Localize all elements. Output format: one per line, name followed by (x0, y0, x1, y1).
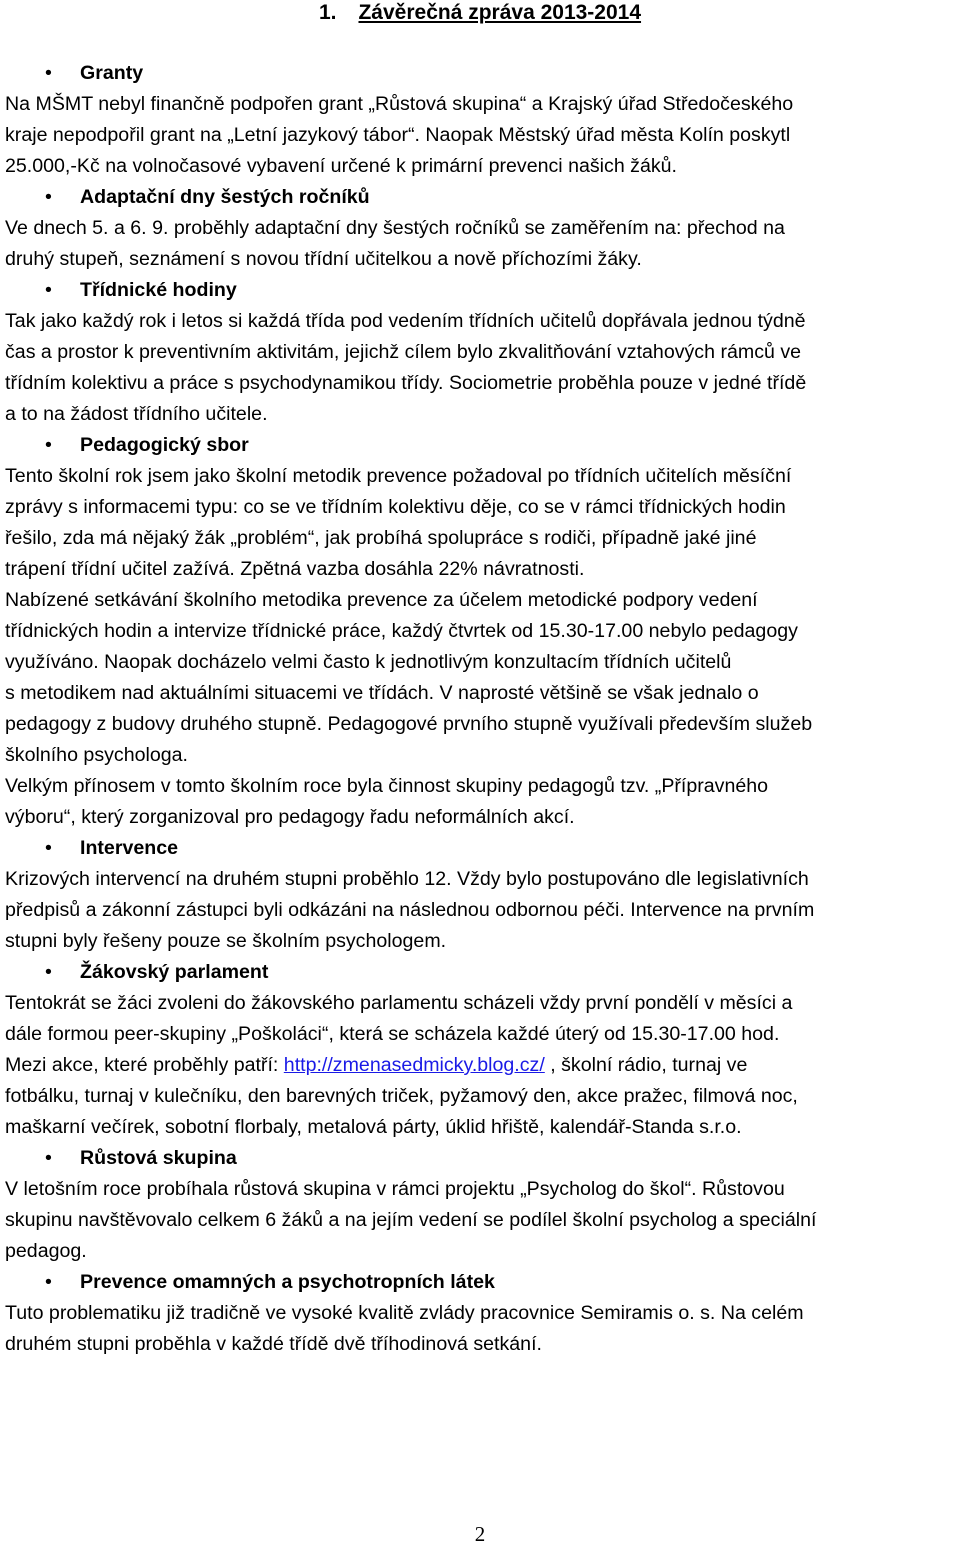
bullet-icon: • (45, 62, 52, 84)
section-heading (5, 1267, 960, 1298)
paragraph-line: využíváno. Naopak docházelo velmi často k jednotlivým konzultacím třídních učitelů (5, 651, 732, 673)
paragraph-line: Ve dnech 5. a 6. 9. proběhly adaptační dny šestých ročníků se zaměřením na: přechod na (5, 217, 785, 239)
title-number: 1. (318, 1, 337, 24)
paragraph-line: skupinu navštěvovalo celkem 6 žáků a na jejím vedení se podílel školní psycholog a speciální (5, 1209, 817, 1231)
paragraph-line: pedagog. (5, 1240, 87, 1262)
paragraph-line: stupni byly řešeny pouze se školním psychologem. (5, 930, 447, 952)
section-heading (5, 275, 960, 306)
paragraph-line: výboru“, který zorganizoval pro pedagogy řadu neformálních akcí. (5, 806, 575, 828)
section-heading-text: Třídnické hodiny (80, 279, 237, 301)
page-title (0, 0, 960, 26)
paragraph-line: Krizových intervencí na druhém stupni proběhlo 12. Vždy bylo postupováno dle legislativních (5, 868, 809, 890)
bullet-icon: • (45, 837, 52, 859)
paragraph-line: Nabízené setkávání školního metodika prevence za účelem metodické podpory vedení (5, 589, 758, 611)
section-heading (5, 58, 960, 89)
paragraph-line: Na MŠMT nebyl finančně podpořen grant „Růstová skupina“ a Krajský úřad Středočeského (5, 93, 794, 115)
paragraph-line: Velkým přínosem v tomto školním roce byla činnost skupiny pedagogů tzv. „Přípravného (5, 775, 769, 797)
bullet-icon: • (45, 961, 52, 983)
paragraph-line: 25.000,-Kč na volnočasové vybavení určené k primární prevenci našich žáků. (5, 155, 677, 177)
paragraph-line: předpisů a zákonní zástupci byli odkázáni na následnou odbornou péči. Intervence na prvním (5, 899, 815, 921)
section-heading-text: Prevence omamných a psychotropních látek (80, 1271, 495, 1293)
paragraph-line: Tento školní rok jsem jako školní metodik prevence požadoval po třídních učitelích měsíční (5, 465, 792, 487)
paragraph-line: řešilo, zda má nějaký žák „problém“, jak probíhá spolupráce s rodiči, případně jaké jiné (5, 527, 757, 549)
paragraph-line: Tentokrát se žáci zvoleni do žákovského parlamentu scházeli vždy první pondělí v měsíci a (5, 992, 793, 1014)
bullet-icon: • (45, 1271, 52, 1293)
paragraph-line: Tak jako každý rok i letos si každá třída pod vedením třídních učitelů dopřávala jednou týdně (5, 310, 806, 332)
paragraph-line: třídnických hodin a intervize třídnické práce, každý čtvrtek od 15.30-17.00 nebylo pedagogy (5, 620, 798, 642)
paragraph-line: pedagogy z budovy druhého stupně. Pedagogové prvního stupně využívali především služeb (5, 713, 813, 735)
paragraph-line: s metodikem nad aktuálními situacemi ve třídách. V naprosté většině se však jednalo o (5, 682, 759, 704)
paragraph-line: druhém stupni proběhla v každé třídě dvě tříhodinová setkání. (5, 1333, 542, 1355)
paragraph-line (5, 1050, 960, 1081)
paragraph-line: fotbálku, turnaj v kulečníku, den barevných triček, pyžamový den, akce pražec, filmová noc, (5, 1085, 798, 1107)
paragraph-line: školního psychologa. (5, 744, 188, 766)
paragraph-line: zprávy s informacemi typu: co se ve třídním kolektivu děje, co se v rámci třídnických hodin (5, 496, 786, 518)
section-heading-text: Intervence (80, 837, 179, 859)
bullet-icon: • (45, 279, 52, 301)
bullet-icon: • (45, 434, 52, 456)
paragraph-line: druhý stupeň, seznámení s novou třídní učitelkou a nově příchozími žáky. (5, 248, 642, 270)
document-body (5, 58, 960, 1360)
paragraph-line: V letošním roce probíhala růstová skupina v rámci projektu „Psycholog do škol“. Růstovou (5, 1178, 785, 1200)
page-number: 2 (474, 1522, 486, 1546)
text-after-link: , školní rádio, turnaj ve (544, 1054, 748, 1076)
section-heading-text: Žákovský parlament (80, 961, 269, 983)
paragraph-line: kraje nepodpořil grant na „Letní jazykový tábor“. Naopak Městský úřad města Kolín poskytl (5, 124, 791, 146)
paragraph-line: maškarní večírek, sobotní florbaly, metalová párty, úklid hřiště, kalendář-Standa s.r.o. (5, 1116, 742, 1138)
section-heading (5, 182, 960, 213)
section-heading (5, 833, 960, 864)
section-heading-text: Pedagogický sbor (80, 434, 249, 456)
section-heading-text: Adaptační dny šestých ročníků (80, 186, 370, 208)
section-heading-text: Růstová skupina (80, 1147, 237, 1169)
title-text: Závěrečná zpráva 2013-2014 (358, 1, 642, 24)
section-heading-text: Granty (80, 62, 144, 84)
bullet-icon: • (45, 186, 52, 208)
section-heading (5, 957, 960, 988)
paragraph-line: čas a prostor k preventivním aktivitám, jejichž cílem bylo zkvalitňování vztahových rámců ve (5, 341, 802, 363)
paragraph-line: a to na žádost třídního učitele. (5, 403, 268, 425)
bullet-icon: • (45, 1147, 52, 1169)
paragraph-line: dále formou peer-skupiny „Poškoláci“, která se scházela každé úterý od 15.30-17.00 hod. (5, 1023, 780, 1045)
blog-link[interactable]: http://zmenasedmicky.blog.cz/ (283, 1054, 545, 1076)
paragraph-line: třídním kolektivu a práce s psychodynamikou třídy. Sociometrie proběhla pouze v jedné třídě (5, 372, 807, 394)
section-heading (5, 430, 960, 461)
paragraph-line: trápení třídní učitel zažívá. Zpětná vazba dosáhla 22% návratnosti. (5, 558, 585, 580)
paragraph-line: Tuto problematiku již tradičně ve vysoké kvalitě zvlády pracovnice Semiramis o. s. Na celém (5, 1302, 804, 1324)
text-before-link: Mezi akce, které proběhly patří: (5, 1054, 284, 1076)
section-heading (5, 1143, 960, 1174)
